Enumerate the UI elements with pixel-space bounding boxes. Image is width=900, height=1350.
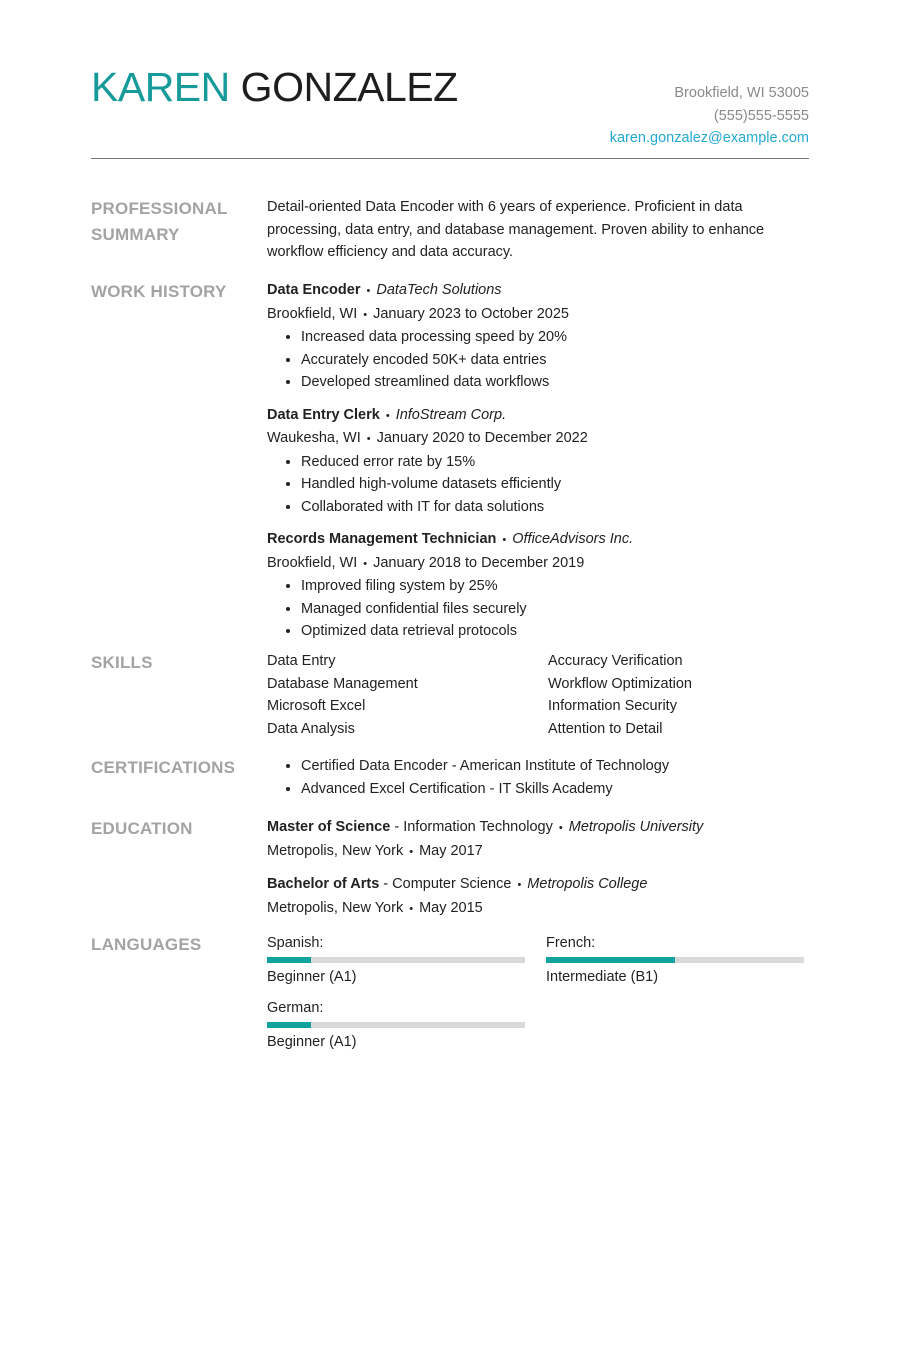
summary-text: Detail-oriented Data Encoder with 6 years of experience. Proficient in data processing, data entry, and database management. Proven ability to enhance workflow efficiency and data accuracy. — [267, 199, 765, 260]
job-dates: January 2018 to December 2019 — [373, 554, 585, 571]
separator-dot: • — [409, 902, 414, 915]
contact-block — [610, 82, 809, 150]
language-proficiency-fill — [267, 1022, 311, 1028]
job-location-line — [267, 552, 809, 576]
education-school: Metropolis University — [568, 819, 704, 835]
education-degree-line: Bachelor of Arts - Computer Science • Metropolis College — [267, 876, 648, 892]
certification-item: • Certified Data Encoder - American Institute of Technology — [301, 755, 809, 778]
job-bullet: • Improved filing system by 25% — [301, 575, 809, 598]
language-proficiency-fill — [267, 957, 311, 963]
job-dates: January 2020 to December 2022 — [376, 430, 588, 446]
language-level: Intermediate (B1) — [546, 969, 659, 985]
section-label-skills: SKILLS — [91, 653, 153, 672]
candidate-name — [91, 64, 458, 110]
certifications-body — [267, 755, 809, 800]
section-label-summary: PROFESSIONAL SUMMARY — [91, 199, 228, 244]
first-name: KAREN — [91, 64, 230, 110]
job-bullets — [267, 326, 809, 394]
job-bullet: • Managed confidential files securely — [301, 598, 809, 621]
job-list — [267, 279, 809, 653]
email-link[interactable]: karen.gonzalez@example.com — [609, 130, 809, 146]
language-level: Beginner (A1) — [267, 1033, 357, 1050]
section-label-languages: LANGUAGES — [91, 935, 202, 954]
education-entry — [267, 816, 809, 863]
skill-item: Attention to Detail — [548, 720, 663, 737]
education-location: Metropolis, New York — [267, 842, 404, 859]
job-location: Brookfield, WI — [267, 305, 358, 322]
education-date: May 2015 — [419, 899, 483, 916]
skill-item: Information Security — [548, 698, 677, 714]
skill-item: Database Management — [267, 675, 418, 692]
languages-grid — [267, 932, 809, 1053]
separator-dot: • — [363, 557, 368, 570]
job-entry — [267, 528, 809, 643]
separator-dot: • — [558, 822, 563, 834]
skill-item: Data Entry — [267, 653, 336, 669]
language-proficiency-bar — [267, 1022, 525, 1028]
language-proficiency-bar — [546, 957, 804, 963]
phone: (555)555-5555 — [713, 107, 809, 124]
language-name: Spanish: — [267, 935, 324, 951]
job-bullet: • Reduced error rate by 15% — [301, 451, 809, 474]
language-level: Beginner (A1) — [267, 969, 357, 985]
language-name: German: — [267, 999, 324, 1016]
job-entry — [267, 279, 809, 394]
job-title-line — [267, 279, 809, 303]
job-title: Data Entry Clerk — [267, 406, 380, 423]
last-name: GONZALEZ — [240, 64, 458, 110]
job-title: Records Management Technician — [267, 531, 497, 547]
section-label-work-history: WORK HISTORY — [91, 282, 227, 301]
education-field: Information Technology — [403, 819, 553, 835]
job-bullet: • Increased data processing speed by 20% — [301, 326, 809, 349]
job-entry — [267, 404, 809, 519]
job-location: Brookfield, WI — [267, 554, 358, 571]
language-proficiency-fill — [546, 957, 675, 963]
skill-item: Workflow Optimization — [548, 675, 692, 692]
resume-header — [91, 60, 809, 160]
skills-grid — [267, 650, 809, 740]
education-location: Metropolis, New York — [267, 899, 404, 916]
job-location: Waukesha, WI — [267, 430, 361, 446]
section-label-certifications: CERTIFICATIONS — [91, 758, 236, 777]
education-degree: Bachelor of Arts — [267, 876, 380, 892]
job-bullet: • Handled high-volume datasets efficiently — [301, 473, 809, 496]
job-location-line — [267, 303, 809, 327]
job-location-line — [267, 427, 809, 451]
skill-item: Microsoft Excel — [267, 698, 366, 714]
education-entry — [267, 873, 809, 920]
education-location-line — [267, 840, 809, 864]
separator-dot: • — [517, 879, 522, 891]
job-title: Data Encoder — [267, 282, 361, 298]
job-company: DataTech Solutions — [376, 282, 502, 298]
language-proficiency-bar — [267, 957, 525, 963]
separator-dot: • — [363, 308, 368, 321]
certifications-list — [267, 755, 809, 800]
job-company: InfoStream Corp. — [395, 406, 507, 423]
separator-dot: • — [385, 409, 390, 422]
education-list — [267, 816, 809, 930]
separator-dot: • — [502, 534, 507, 546]
job-bullets — [267, 575, 809, 643]
education-degree-line: Master of Science - Information Technology • Metropolis University — [267, 819, 704, 835]
skills-column-left — [267, 650, 548, 740]
section-label-education: EDUCATION — [91, 819, 193, 838]
header-divider — [91, 158, 809, 159]
job-bullet: • Collaborated with IT for data solutions — [301, 496, 809, 519]
education-school: Metropolis College — [527, 876, 648, 892]
skill-item: Data Analysis — [267, 720, 355, 737]
language-entry — [267, 997, 546, 1054]
skills-column-right — [548, 650, 809, 740]
certification-item: • Advanced Excel Certification - IT Skills Academy — [301, 778, 809, 801]
job-dates: January 2023 to October 2025 — [373, 305, 569, 322]
job-bullet: • Developed streamlined data workflows — [301, 371, 809, 394]
language-entry — [546, 932, 809, 989]
address: Brookfield, WI 53005 — [674, 85, 809, 101]
language-name: French: — [546, 935, 596, 951]
education-location-line — [267, 897, 809, 921]
job-title-line — [267, 528, 809, 552]
job-company: OfficeAdvisors Inc. — [512, 531, 634, 547]
job-title-line — [267, 404, 809, 428]
job-bullet: • Optimized data retrieval protocols — [301, 620, 809, 643]
separator-dot: • — [366, 433, 371, 445]
education-degree: Master of Science — [267, 819, 391, 835]
education-field: Computer Science — [392, 876, 512, 892]
job-bullet: • Accurately encoded 50K+ data entries — [301, 349, 809, 372]
skill-item: Accuracy Verification — [548, 653, 683, 669]
separator-dot: • — [366, 285, 371, 297]
language-entry — [267, 932, 546, 989]
separator-dot: • — [409, 845, 414, 858]
job-bullets — [267, 451, 809, 519]
education-date: May 2017 — [419, 842, 483, 859]
